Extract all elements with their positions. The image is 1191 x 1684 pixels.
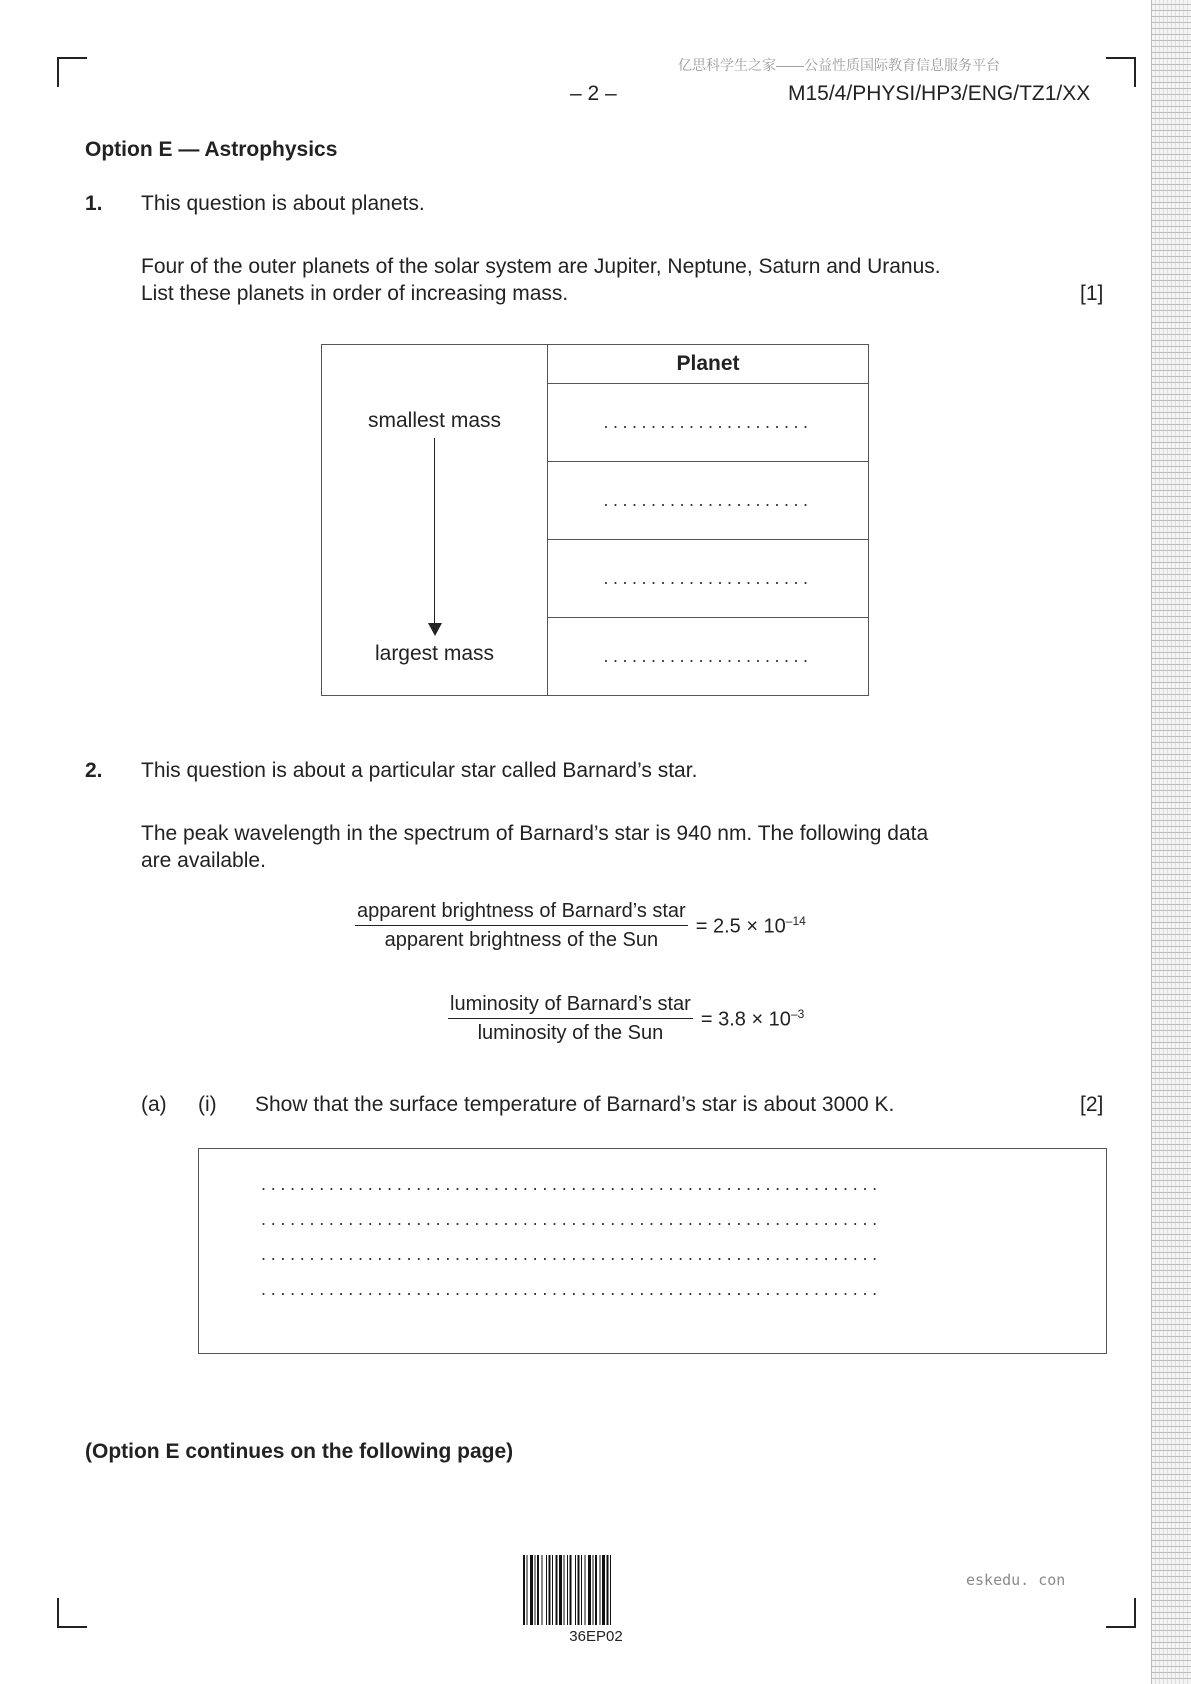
option-title: Option E — Astrophysics	[85, 138, 338, 161]
planet-answer-1[interactable]: ......................	[548, 384, 869, 462]
part-a-i-marks: [2]	[1080, 1093, 1104, 1116]
planet-answer-2[interactable]: ......................	[548, 462, 869, 540]
question-2-text-line-1: The peak wavelength in the spectrum of Barnard’s star is 940 nm. The following data	[141, 822, 929, 845]
question-1-intro: This question is about planets.	[141, 192, 425, 215]
footer-watermark: eskedu. con	[966, 1571, 1066, 1589]
brightness-ratio-numerator: apparent brightness of Barnard’s star	[355, 900, 688, 926]
arrow-head-icon	[428, 623, 442, 636]
luminosity-ratio-value: = $3.8 \times 10^{-3}$	[700, 1006, 805, 1031]
question-2-intro: This question is about a particular star called Barnard’s star.	[141, 759, 698, 782]
question-1-text-line-1: Four of the outer planets of the solar system are Jupiter, Neptune, Saturn and Uranus.	[141, 255, 941, 278]
answer-box-a-i[interactable]	[198, 1148, 1107, 1354]
smallest-mass-label: smallest mass	[367, 409, 502, 432]
mass-order-column	[322, 345, 548, 696]
brightness-ratio-denominator: apparent brightness of the Sun	[384, 929, 659, 951]
barcode-label: 36EP02	[569, 1628, 623, 1645]
largest-mass-label: largest mass	[374, 642, 495, 665]
planet-answer-3[interactable]: ......................	[548, 540, 869, 618]
part-a-i-question: Show that the surface temperature of Barnard’s star is about 3000 K.	[255, 1093, 895, 1116]
paper-code: M15/4/PHYSI/HP3/ENG/TZ1/XX	[788, 82, 1091, 105]
brightness-ratio-equation	[355, 900, 806, 952]
page-edge-strip	[1151, 0, 1191, 1684]
question-1-marks: [1]	[1080, 282, 1104, 305]
increasing-mass-arrow	[434, 438, 435, 623]
question-1-text-line-2: List these planets in order of increasing mass.	[141, 282, 569, 305]
luminosity-ratio-numerator: luminosity of Barnard’s star	[448, 993, 693, 1019]
crop-mark-top-left	[57, 57, 87, 87]
crop-mark-top-right	[1106, 57, 1136, 87]
planet-column-header: Planet	[548, 345, 869, 384]
question-1-number: 1.	[85, 192, 103, 215]
question-2-text-line-2: are available.	[141, 849, 266, 872]
crop-mark-bottom-left	[57, 1598, 87, 1628]
answer-line-4: ................................................................	[261, 1279, 882, 1299]
answer-line-3: ................................................................	[261, 1244, 882, 1264]
luminosity-ratio-equation	[448, 993, 804, 1045]
answer-line-2: ................................................................	[261, 1209, 882, 1229]
part-i-label: (i)	[198, 1093, 217, 1116]
crop-mark-bottom-right	[1106, 1598, 1136, 1628]
page-number: – 2 –	[570, 82, 617, 105]
question-2-number: 2.	[85, 759, 103, 782]
header-watermark: 亿思科学生之家——公益性质国际教育信息服务平台	[678, 57, 1000, 73]
luminosity-ratio-denominator: luminosity of the Sun	[477, 1022, 664, 1044]
continuation-note: (Option E continues on the following page)	[85, 1440, 514, 1463]
part-a-label: (a)	[141, 1093, 167, 1116]
planet-answer-4[interactable]: ......................	[548, 618, 869, 696]
planet-mass-table	[321, 344, 869, 696]
barcode-icon	[523, 1555, 669, 1625]
brightness-ratio-value: = $2.5 \times 10^{-14}$	[695, 913, 806, 938]
answer-line-1: ................................................................	[261, 1174, 882, 1194]
